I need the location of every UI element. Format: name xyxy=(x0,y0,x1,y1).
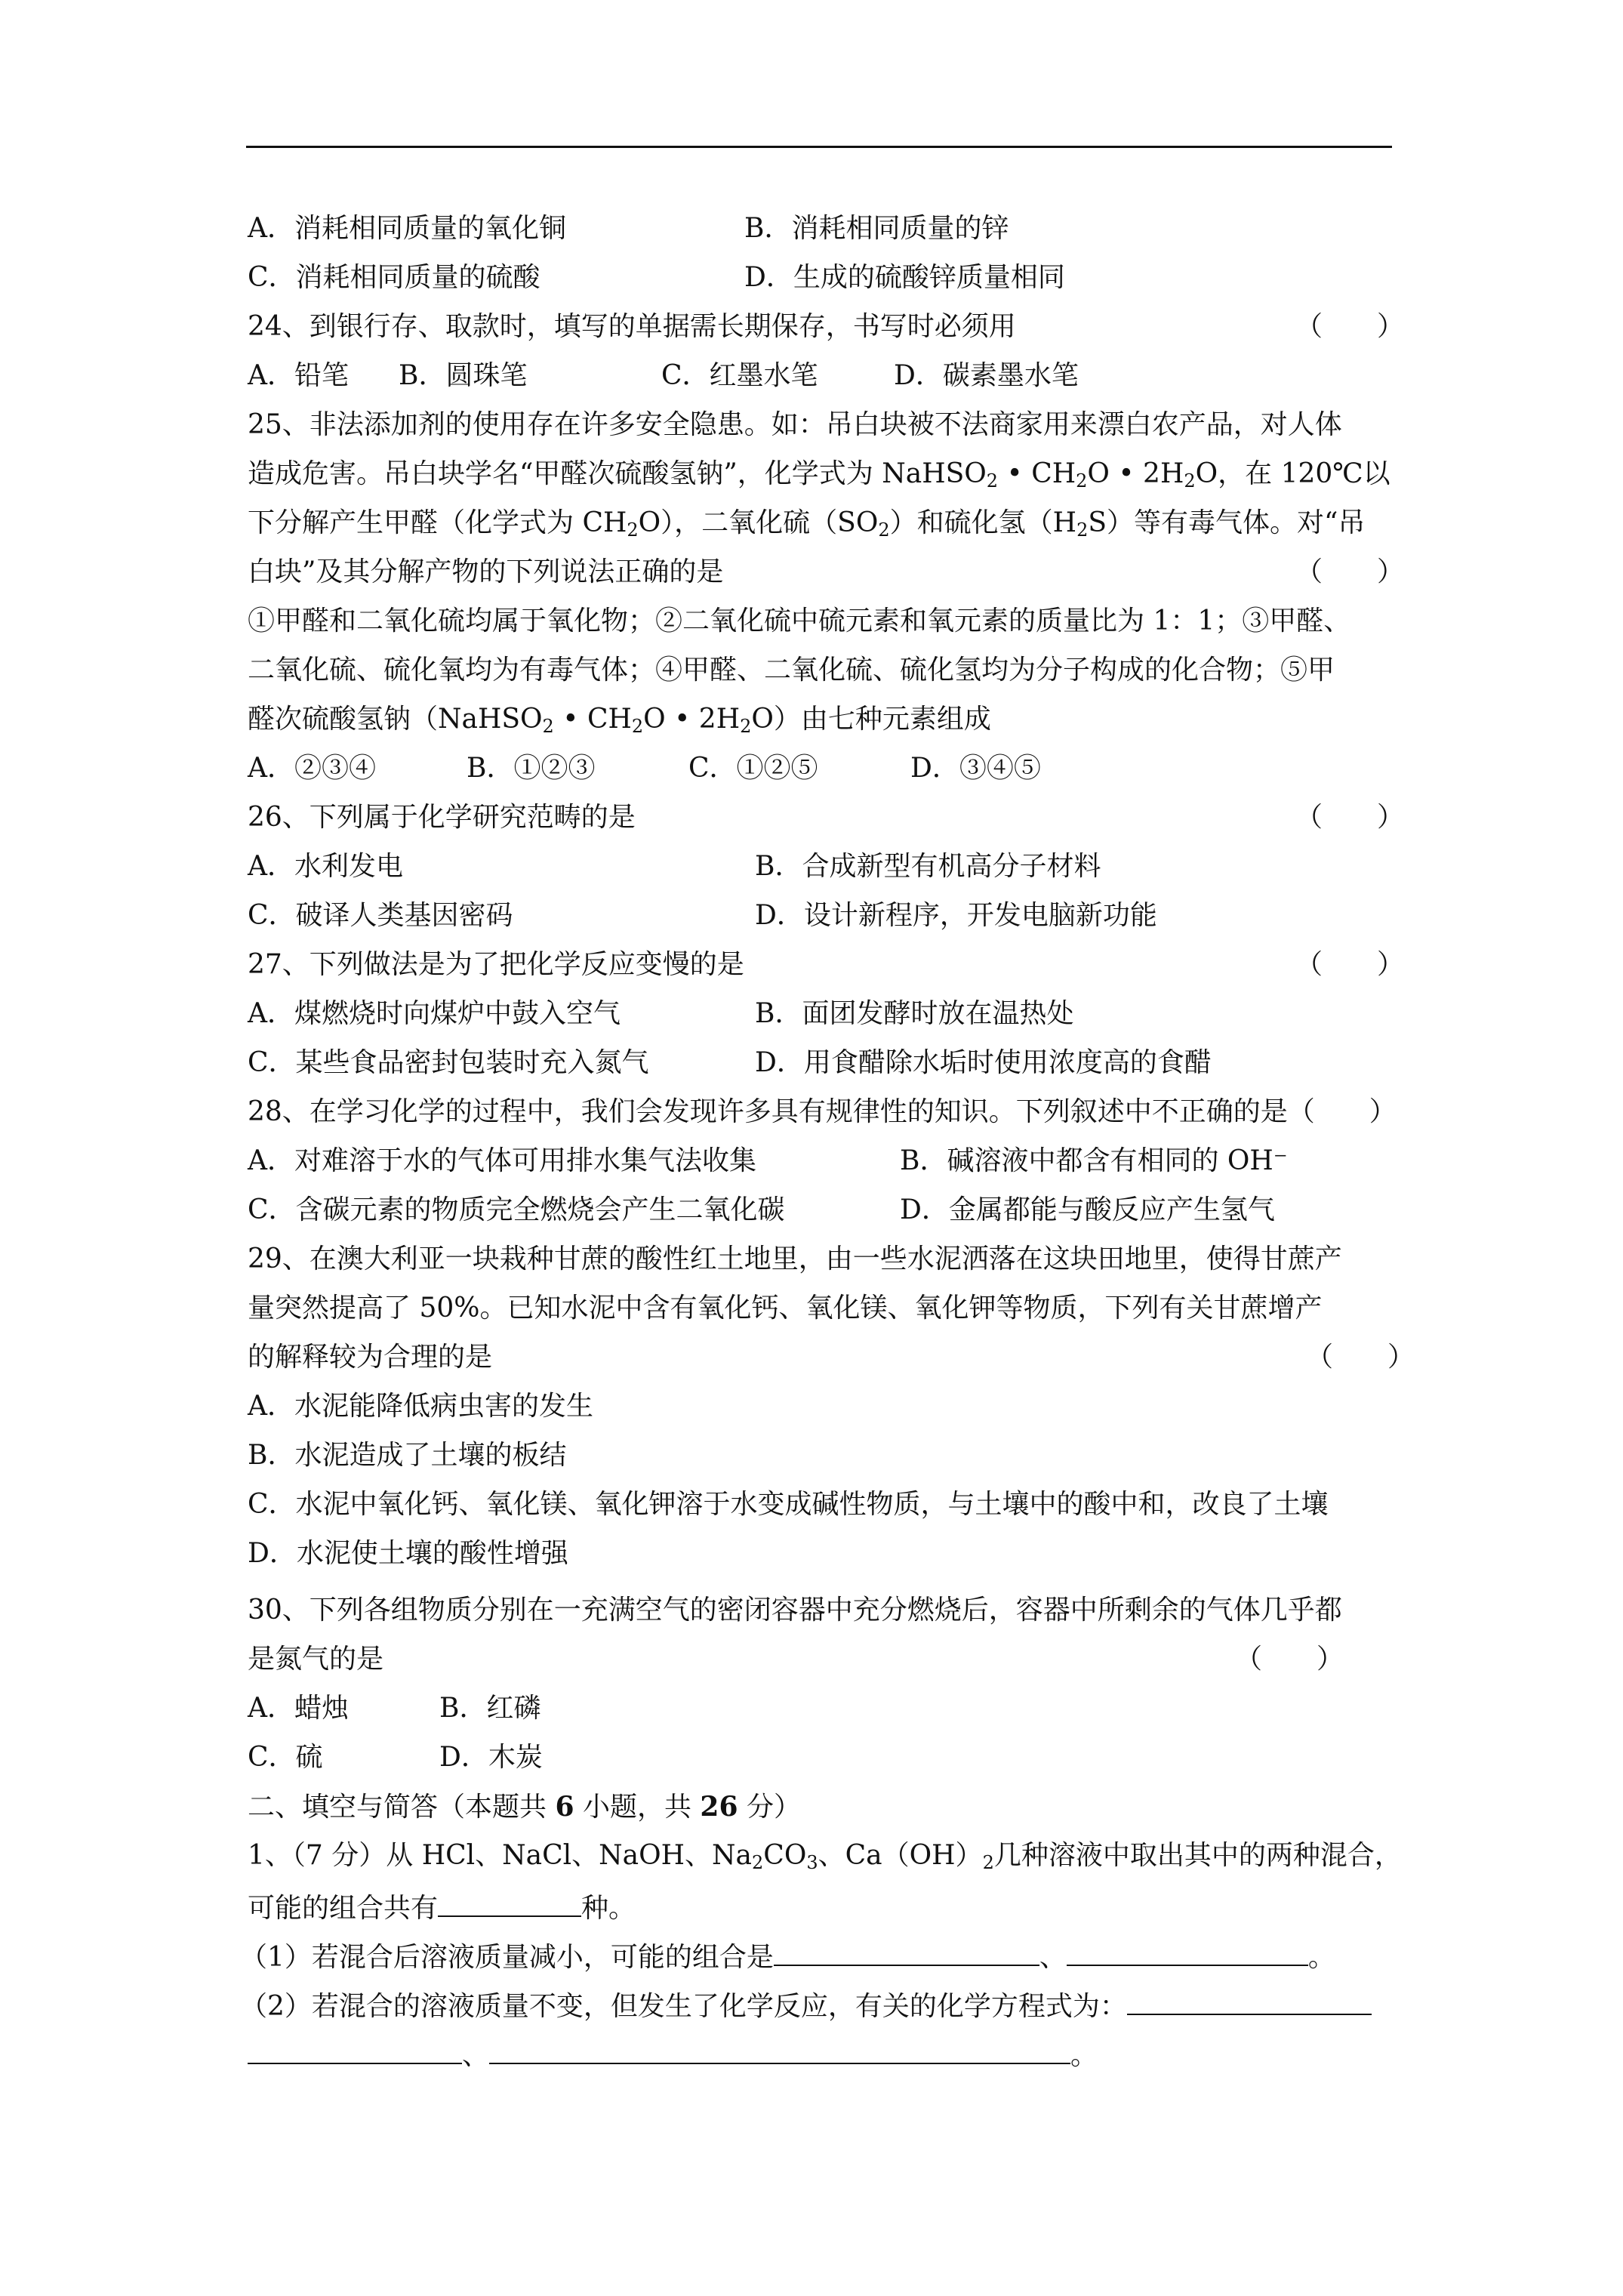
fq1-line-1: 1、（7 分）从 HCl、NaCl、NaOH、$Na_2CO_3$、$Ca(OH)_2$几种溶液中取出其中的两种混合， xyxy=(248,1840,1402,1873)
q25-answer-paren: （ ） xyxy=(1295,556,1405,587)
q29-line-1: 29、在澳大利亚一块栽种甘蔗的酸性红土地里，由一些水泥洒落在这块田地里，使得甘蔗产 xyxy=(248,1244,1342,1274)
q25-option-a: A．②③④ xyxy=(248,753,376,784)
q29-option-d: D．水泥使土壤的酸性增强 xyxy=(248,1538,568,1569)
q24-option-b: B．圆珠笔 xyxy=(399,360,528,391)
fq1-part-1: （1）若混合后溶液质量减小，可能的组合是 、 。 xyxy=(240,1937,1335,1971)
q27-option-c: C．某些食品密封包装时充入氮气 xyxy=(248,1047,649,1078)
q25-line-1: 25、非法添加剂的使用存在许多安全隐患。如：吊白块被不法商家用来漂白农产品，对人体 xyxy=(248,409,1342,440)
q28-stem: 28、在学习化学的过程中，我们会发现许多具有规律性的知识。下列叙述中不正确的是（ ） xyxy=(248,1096,1397,1127)
q27-answer-paren: （ ） xyxy=(1295,949,1405,980)
q28-option-c: C．含碳元素的物质完全燃烧会产生二氧化碳 xyxy=(248,1194,785,1225)
q26-stem: 26、下列属于化学研究范畴的是 xyxy=(248,802,636,833)
q25-line-2: 造成危害。吊白块学名“甲醛次硫酸氢钠”，化学式为 NaHSO$_2$ • $CH_2O$ • $2H_2O$，在 120℃以 xyxy=(248,458,1390,492)
q23-option-c: C．消耗相同质量的硫酸 xyxy=(248,262,540,293)
q30-line-2: 是氮气的是 xyxy=(248,1644,384,1675)
q23-option-a: A．消耗相同质量的氧化铜 xyxy=(248,213,566,244)
q23-option-b: B．消耗相同质量的锌 xyxy=(744,213,1009,244)
q26-option-a: A．水利发电 xyxy=(248,851,403,882)
q29-line-2: 量突然提高了 50%。已知水泥中含有氧化钙、氧化镁、氧化钾等物质，下列有关甘蔗增产 xyxy=(248,1293,1323,1324)
q28-option-d: D．金属都能与酸反应产生氢气 xyxy=(900,1194,1275,1225)
q24-option-a: A．铅笔 xyxy=(248,360,349,391)
q28-option-b: B．碱溶液中都含有相同的 OH⁻ xyxy=(900,1145,1288,1176)
q26-option-b: B．合成新型有机高分子材料 xyxy=(755,851,1101,882)
q30-answer-paren: （ ） xyxy=(1235,1644,1344,1675)
q23-option-d: D．生成的硫酸锌质量相同 xyxy=(744,262,1065,293)
q27-stem: 27、下列做法是为了把化学反应变慢的是 xyxy=(248,949,744,980)
q25-statement-1: ①甲醛和二氧化硫均属于氧化物；②二氧化硫中硫元素和氧元素的质量比为 1：1；③甲醛、 xyxy=(248,606,1351,636)
q29-line-3: 的解释较为合理的是 xyxy=(248,1342,493,1373)
q27-option-a: A．煤燃烧时向煤炉中鼓入空气 xyxy=(248,998,621,1029)
header-rule xyxy=(246,146,1392,148)
q25-option-c: C．①②⑤ xyxy=(688,753,818,784)
q24-option-d: D．碳素墨水笔 xyxy=(894,360,1079,391)
q29-option-b: B．水泥造成了土壤的板结 xyxy=(248,1440,567,1471)
fq1-line-2: 可能的组合共有 种。 xyxy=(248,1888,636,1922)
fq1-part2-blank-2[interactable] xyxy=(248,2036,462,2064)
q25-option-d: D．③④⑤ xyxy=(910,753,1041,784)
q25-option-b: B．①②③ xyxy=(467,753,596,784)
section-2-title: 二、填空与简答（本题共 6 小题，共 26 分） xyxy=(248,1791,801,1823)
q25-line-4: 白块”及其分解产物的下列说法正确的是 xyxy=(248,556,724,587)
q30-option-c: C．硫 xyxy=(248,1742,323,1773)
q26-answer-paren: （ ） xyxy=(1295,802,1405,833)
q30-line-1: 30、下列各组物质分别在一充满空气的密闭容器中充分燃烧后，容器中所剩余的气体几乎都 xyxy=(248,1595,1342,1626)
fq1-part1-blank-2[interactable] xyxy=(1067,1937,1308,1966)
q30-option-a: A．蜡烛 xyxy=(248,1693,349,1724)
q28-option-a: A．对难溶于水的气体可用排水集气法收集 xyxy=(248,1145,756,1176)
fq1-part1-blank-1[interactable] xyxy=(774,1937,1039,1966)
q29-option-c: C．水泥中氧化钙、氧化镁、氧化钾溶于水变成碱性物质，与土壤中的酸中和，改良了土壤 xyxy=(248,1489,1329,1520)
q24-option-c: C．红墨水笔 xyxy=(661,360,818,391)
fq1-part2-blank-1[interactable] xyxy=(1127,1986,1372,2015)
q27-option-b: B．面团发酵时放在温热处 xyxy=(755,998,1074,1029)
q24-answer-paren: （ ） xyxy=(1295,311,1405,342)
q24-stem: 24、到银行存、取款时，填写的单据需长期保存，书写时必须用 xyxy=(248,311,1016,342)
q27-option-d: D．用食醋除水垢时使用浓度高的食醋 xyxy=(755,1047,1212,1078)
q30-option-d: D．木炭 xyxy=(439,1742,543,1773)
fq1-part-2: （2）若混合的溶液质量不变，但发生了化学反应，有关的化学方程式为： xyxy=(240,1986,1372,2020)
q25-line-3: 下分解产生甲醛（化学式为 $CH_2O$），二氧化硫$(SO_2)$和硫化氢$(H_2S)$等有毒气体。对“吊 xyxy=(248,507,1366,541)
q26-option-d: D．设计新程序，开发电脑新功能 xyxy=(755,900,1157,931)
fq1-count-blank[interactable] xyxy=(438,1888,581,1917)
q25-statement-2: 二氧化硫、硫化氧均为有毒气体；④甲醛、二氧化硫、硫化氢均为分子构成的化合物；⑤甲 xyxy=(248,655,1335,686)
q29-answer-paren: （ ） xyxy=(1306,1342,1415,1373)
q29-option-a: A．水泥能降低病虫害的发生 xyxy=(248,1391,593,1422)
fq1-part2-blank-3[interactable] xyxy=(489,2036,1070,2064)
q30-option-b: B．红磷 xyxy=(439,1693,541,1724)
q25-statement-3: 醛次硫酸氢钠（NaHSO$_2$ • $CH_2O$ • $2H_2O$）由七种元素组成 xyxy=(248,704,991,737)
q26-option-c: C．破译人类基因密码 xyxy=(248,900,513,931)
fq1-part-2-continued: 、 。 xyxy=(248,2036,1098,2069)
